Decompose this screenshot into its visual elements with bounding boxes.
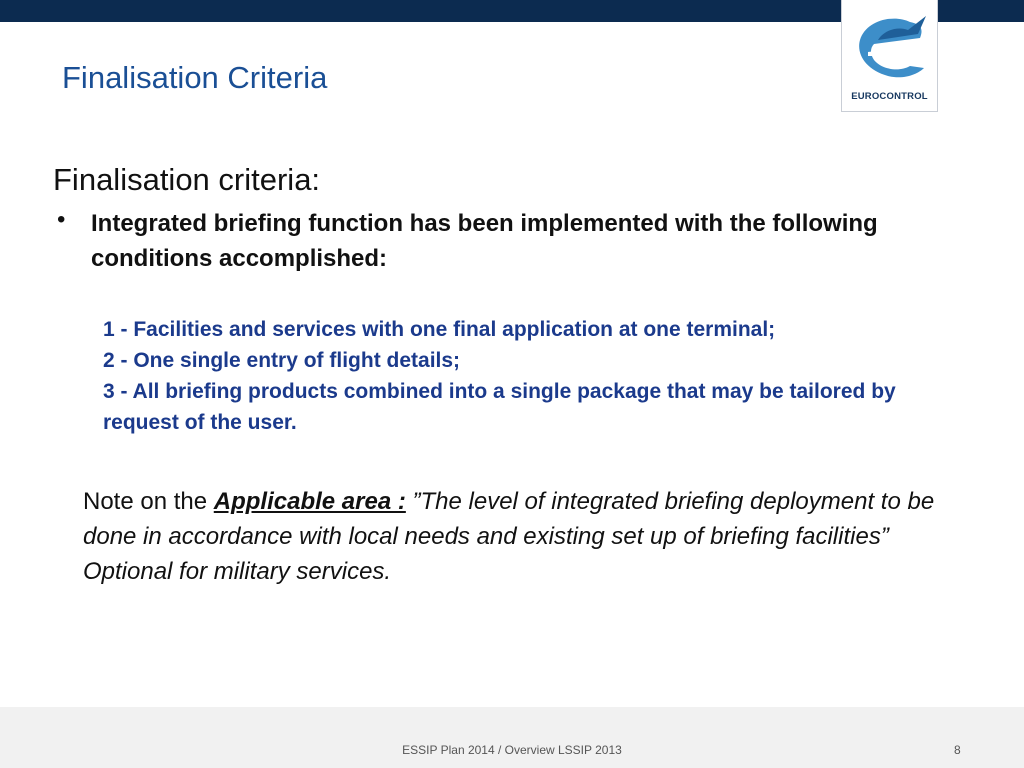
condition-item: 1 - Facilities and services with one final application at one terminal; xyxy=(103,318,776,341)
conditions-list xyxy=(103,314,963,438)
footer-text: ESSIP Plan 2014 / Overview LSSIP 2013 xyxy=(402,743,622,757)
condition-item: 3 - All briefing products combined into a single package that may be tailored by request of the user. xyxy=(103,380,896,434)
eurocontrol-logo xyxy=(841,0,938,112)
eurocontrol-emblem-icon xyxy=(848,10,932,90)
bullet-text: Integrated briefing function has been implemented with the following conditions accomplished: xyxy=(91,210,878,272)
footer xyxy=(0,707,1024,768)
bullet-marker: • xyxy=(57,206,66,233)
note-quote: ”The level of integrated briefing deployment to be done in accordance with local needs and existing set up of briefing facilities” xyxy=(83,488,935,550)
applicable-area-note xyxy=(83,484,963,589)
note-prefix: Note on the xyxy=(83,488,214,515)
applicable-area-label: Applicable area : xyxy=(213,488,406,515)
logo-text: EUROCONTROL xyxy=(851,91,928,102)
section-heading: Finalisation criteria: xyxy=(53,162,321,197)
optional-note: Optional for military services. xyxy=(83,558,392,585)
slide-title: Finalisation Criteria xyxy=(62,60,328,95)
page-number: 8 xyxy=(954,743,961,757)
condition-item: 2 - One single entry of flight details; xyxy=(103,349,461,372)
